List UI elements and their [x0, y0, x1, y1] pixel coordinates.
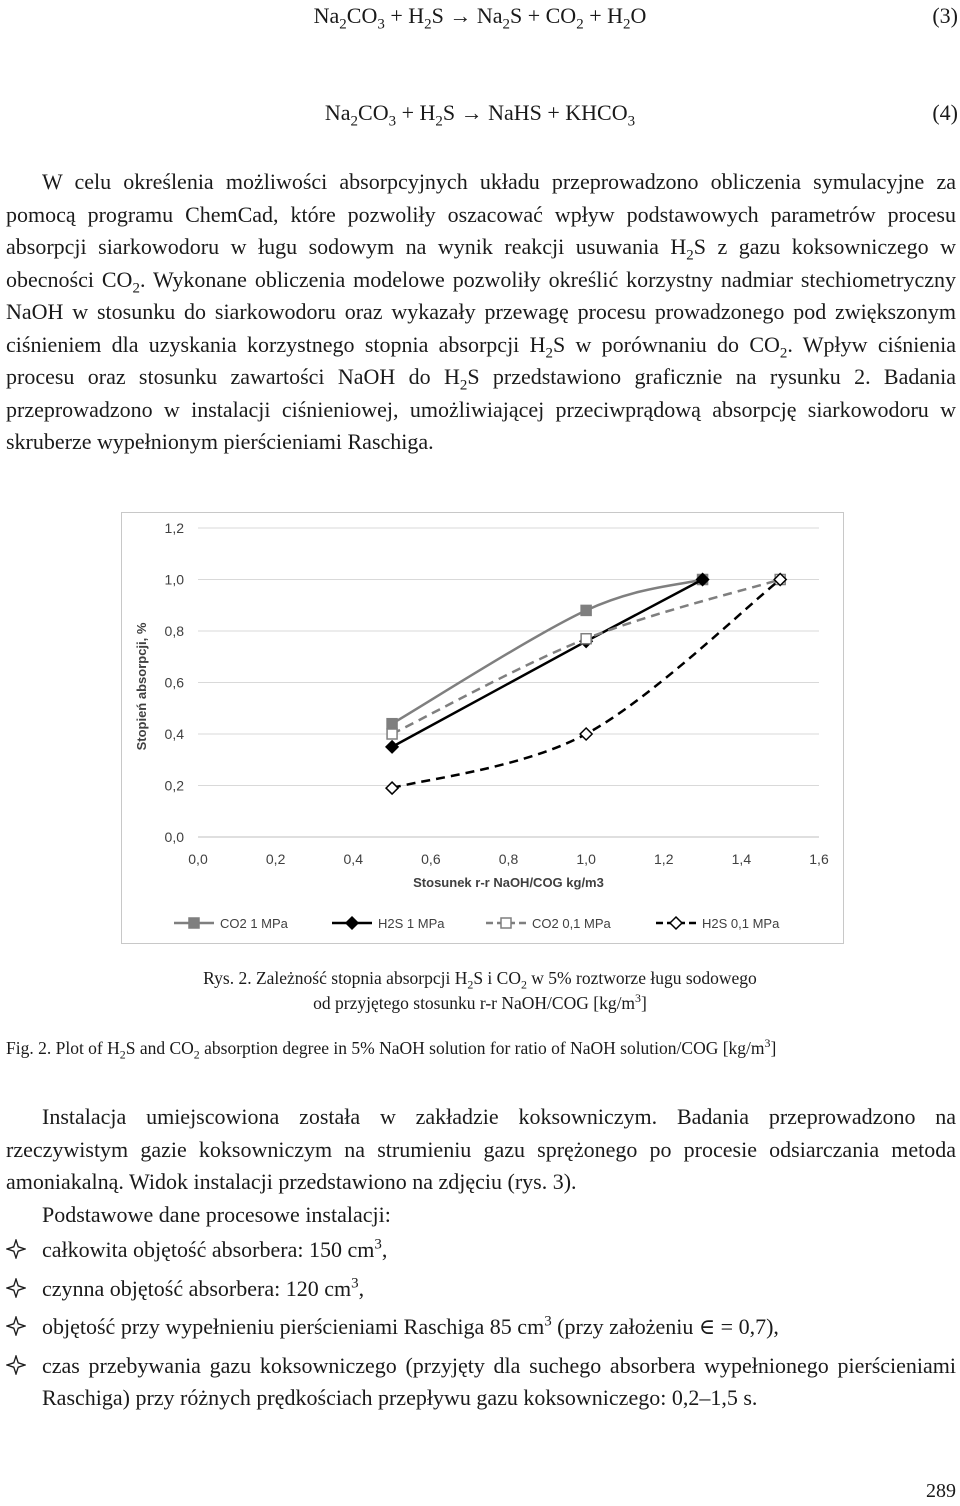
- four-point-star-icon: [6, 1234, 36, 1259]
- four-point-star-icon: [6, 1311, 36, 1336]
- equation-3-number: (3): [932, 3, 958, 28]
- list-item: czas przebywania gazu koksowniczego (przyjęty dla suchego absorbera wypełnionego pierścieniami Raschiga) przy różnych prędkościach przepływu gazu koksowniczego: 0,2–1,5 s.: [6, 1350, 956, 1415]
- page-number: 289: [926, 1480, 956, 1502]
- caption-pl-line-2: od przyjętego stosunku r-r NaOH/COG $[kg/m^3]$: [313, 991, 647, 1013]
- paragraph-3-text: Podstawowe dane procesowe instalacji:: [42, 1201, 391, 1227]
- series-line-2: [392, 580, 703, 747]
- x-tick-label: 0,0: [188, 851, 208, 867]
- paragraph-1: [6, 166, 956, 459]
- four-point-star-icon: [6, 1273, 36, 1298]
- legend-marker: [501, 918, 511, 928]
- figure-2-chart: [121, 512, 844, 944]
- paragraph-1-text: W celu określenia możliwości absorpcyjnych układu przeprowadzono obliczenia symulacyjne za pomocą programu ChemCad, które pozwoliły oszacować wpływ podstawowych parametrów procesu absorpcji siarkowodoru w ługu sodowym na wynik reakcji usuwania $H_2S$ z gazu koksowniczego w obecności $CO_2$. Wykonane obliczenia modelowe pozwoliły określić korzystny nadmiar stechiometryczny NaOH w stosunku do siarkowodoru oraz wykazały przewagę procesu prowadzonego pod zwiększonym ciśnieniem dla uzyskania korzystnego stopnia absorpcji $H_2S$ w porównaniu do $CO_2$. Wpływ ciśnienia procesu oraz stosunku zawartości NaOH do $H_2S$ przedstawiono graficznie na rysunku 2. Badania przeprowadzono w instalacji ciśnieniowej, umożliwiającej przeciwprądową absorpcję siarkowodoru w skruberze wypełnionym pierścieniami Raschiga.: [6, 169, 957, 454]
- legend-marker: [346, 917, 358, 929]
- legend-marker: [670, 917, 682, 929]
- data-point: [580, 728, 592, 740]
- y-tick-label: 0,4: [164, 726, 184, 742]
- data-point: [387, 719, 397, 729]
- x-axis-title: Stosunek r-r NaOH/COG kg/m3: [413, 875, 604, 890]
- figure-caption-en: Fig. 2. Plot of $H_2S$ and $CO_2$ absorption degree in 5% NaOH solution for ratio of NaOH solution/COG $[kg/m^3]$: [6, 1036, 777, 1062]
- series-line-1: [392, 580, 703, 724]
- x-tick-label: 1,6: [809, 851, 829, 867]
- list-item: objętość przy wypełnieniu pierścieniami Raschiga 85 $cm^3$ (przy założeniu ∈ = 0,7),: [6, 1311, 956, 1344]
- caption-pl-line-1: Rys. 2. Zależność stopnia absorpcji $H_2S$ i $CO_2$ w 5% roztworze ługu sodowego: [203, 968, 757, 992]
- paragraph-2: [6, 1101, 956, 1231]
- equation-4-number: (4): [932, 100, 958, 125]
- x-tick-label: 1,4: [731, 851, 752, 867]
- y-tick-label: 0,0: [164, 829, 184, 845]
- y-axis-title: Stopień absorpcji, %: [134, 622, 149, 751]
- data-point: [386, 741, 398, 753]
- list-item: całkowita objętość absorbera: 150 $cm^3$,: [6, 1234, 956, 1267]
- series-line-3: [392, 580, 780, 735]
- y-tick-label: 0,6: [164, 674, 184, 691]
- four-point-star-icon: [6, 1350, 36, 1375]
- legend-label: H2S 0,1 MPa: [702, 916, 780, 931]
- paragraph-2-text: Instalacja umiejscowiona została w zakładzie koksowniczym. Badania przeprowadzono na rzeczywistym gazie koksowniczym na strumieniu gazu sprężonego po procesie odsiarczania metoda amoniakalną. Widok instalacji przedstawiono na zdjęciu (rys. 3).: [6, 1104, 956, 1194]
- y-tick-label: 0,8: [164, 623, 184, 639]
- y-tick-label: 1,2: [164, 520, 184, 536]
- figure-caption-pl: [0, 966, 960, 1016]
- data-point: [387, 729, 397, 739]
- x-tick-label: 1,0: [576, 851, 596, 867]
- data-point: [581, 605, 591, 615]
- legend-marker: [189, 918, 199, 928]
- data-point: [581, 634, 591, 644]
- legend-label: CO2 0,1 MPa: [532, 916, 611, 931]
- data-point: [386, 782, 398, 794]
- process-data-list: [6, 1234, 956, 1421]
- x-tick-label: 0,6: [421, 851, 441, 867]
- x-tick-label: 1,2: [654, 851, 674, 867]
- y-tick-label: 0,2: [164, 777, 184, 794]
- chart-svg: [122, 513, 845, 945]
- y-tick-label: 1,0: [164, 571, 184, 588]
- legend-label: H2S 1 MPa: [378, 916, 445, 931]
- equation-4-formula: $Na_2CO_3 + H_2S$ → NaHS + $KHCO_3$: [324, 100, 636, 130]
- x-tick-label: 0,4: [343, 851, 363, 867]
- x-tick-label: 0,8: [498, 851, 519, 867]
- x-tick-label: 0,2: [265, 851, 286, 867]
- legend-label: CO2 1 MPa: [220, 916, 288, 931]
- equation-3-formula: $Na_2CO_3 + H_2S \to Na_2S + CO_2 + H_2O$: [313, 3, 647, 33]
- list-item: czynna objętość absorbera: 120 $cm^3$,: [6, 1273, 956, 1306]
